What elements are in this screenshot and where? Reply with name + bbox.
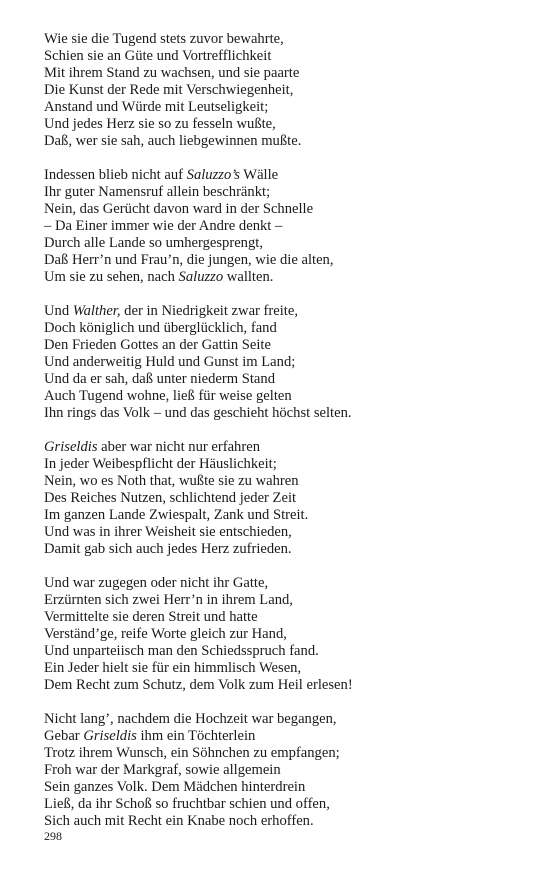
verse-line — [44, 269, 534, 286]
verse-text: Nein, wo es Noth that, wußte sie zu wahren — [44, 473, 299, 489]
verse-text: Erzürnten sich zwei Herr’n in ihrem Land, — [44, 592, 293, 608]
verse-line — [44, 711, 534, 728]
verse-line — [44, 779, 534, 796]
verse-line — [44, 456, 534, 473]
verse-text: Und — [44, 303, 73, 319]
verse-line — [44, 796, 534, 813]
verse-line — [44, 31, 534, 48]
verse-text: Indessen blieb nicht auf — [44, 167, 187, 183]
verse-text: Wie sie die Tugend stets zuvor bewahrte, — [44, 31, 284, 47]
verse-text: Und war zugegen oder nicht ihr Gatte, — [44, 575, 269, 591]
verse-text: Im ganzen Lande Zwiespalt, Zank und Streit. — [44, 507, 309, 523]
italic-name: Griseldis — [44, 439, 98, 455]
verse-line — [44, 82, 534, 99]
verse-text: Ließ, da ihr Schoß so fruchtbar schien und offen, — [44, 796, 330, 812]
verse-line — [44, 524, 534, 541]
verse-line — [44, 99, 534, 116]
verse-text: Damit gab sich auch jedes Herz zufrieden. — [44, 541, 292, 557]
stanza — [44, 439, 534, 558]
verse-text: Ihr guter Namensruf allein beschränkt; — [44, 184, 271, 200]
verse-text: aber war nicht nur erfahren — [97, 439, 260, 455]
verse-text: Verständ’ge, reife Worte gleich zur Hand, — [44, 626, 287, 642]
stanza — [44, 31, 534, 150]
verse-line — [44, 388, 534, 405]
verse-line — [44, 354, 534, 371]
verse-text: Nicht lang’, nachdem die Hochzeit war begangen, — [44, 711, 337, 727]
verse-text: Daß Herr’n und Frau’n, die jungen, wie die alten, — [44, 252, 334, 268]
verse-line — [44, 728, 534, 745]
verse-text: In jeder Weibespflicht der Häuslichkeit; — [44, 456, 277, 472]
verse-text: Ihn rings das Volk – und das geschieht höchst selten. — [44, 405, 352, 421]
verse-line — [44, 184, 534, 201]
verse-line — [44, 439, 534, 456]
verse-line — [44, 575, 534, 592]
verse-text: Um sie zu sehen, nach — [44, 269, 179, 285]
verse-line — [44, 592, 534, 609]
verse-text: der in Niedrigkeit zwar freite, — [120, 303, 298, 319]
verse-text: Des Reiches Nutzen, schlichtend jeder Zeit — [44, 490, 297, 506]
poem-page — [44, 31, 534, 847]
verse-line — [44, 235, 534, 252]
verse-text: Den Frieden Gottes an der Gattin Seite — [44, 337, 271, 353]
page-number: 298 — [44, 829, 62, 843]
italic-name: Saluzzo — [178, 269, 224, 285]
verse-line — [44, 762, 534, 779]
verse-text: – Da Einer immer wie der Andre denkt – — [44, 218, 283, 234]
verse-text: Mit ihrem Stand zu wachsen, und sie paarte — [44, 65, 300, 81]
poem-text — [44, 31, 534, 830]
verse-line — [44, 48, 534, 65]
stanza — [44, 711, 534, 830]
verse-line — [44, 252, 534, 269]
verse-line — [44, 65, 534, 82]
verse-text: Schien sie an Güte und Vortrefflichkeit — [44, 48, 272, 64]
verse-line — [44, 371, 534, 388]
verse-text: Ein Jeder hielt sie für ein himmlisch Wesen, — [44, 660, 302, 676]
verse-text: Wälle — [239, 167, 279, 183]
verse-text: ihm ein Töchterlein — [136, 728, 256, 744]
verse-line — [44, 167, 534, 184]
verse-text: Sich auch mit Recht ein Knabe noch erhoffen. — [44, 813, 314, 829]
verse-text: Und unparteiisch man den Schiedsspruch fand. — [44, 643, 319, 659]
verse-text: Und was in ihrer Weisheit sie entschieden, — [44, 524, 292, 540]
stanza — [44, 167, 534, 286]
verse-line — [44, 643, 534, 660]
verse-text: Gebar — [44, 728, 84, 744]
verse-line — [44, 337, 534, 354]
verse-line — [44, 660, 534, 677]
verse-line — [44, 507, 534, 524]
verse-line — [44, 303, 534, 320]
verse-line — [44, 609, 534, 626]
verse-line — [44, 490, 534, 507]
italic-name: Saluzzo’s — [186, 167, 240, 183]
verse-text: wallten. — [223, 269, 274, 285]
verse-line — [44, 473, 534, 490]
verse-line — [44, 541, 534, 558]
verse-line — [44, 133, 534, 150]
verse-text: Und jedes Herz sie so zu fesseln wußte, — [44, 116, 276, 132]
verse-line — [44, 405, 534, 422]
verse-text: Und da er sah, daß unter niederm Stand — [44, 371, 275, 387]
verse-line — [44, 201, 534, 218]
verse-text: Sein ganzes Volk. Dem Mädchen hinterdrein — [44, 779, 306, 795]
verse-text: Und anderweitig Huld und Gunst im Land; — [44, 354, 296, 370]
italic-name: Griseldis — [83, 728, 137, 744]
stanza — [44, 303, 534, 422]
verse-line — [44, 320, 534, 337]
verse-text: Froh war der Markgraf, sowie allgemein — [44, 762, 281, 778]
verse-text: Daß, wer sie sah, auch liebgewinnen mußte. — [44, 133, 302, 149]
verse-line — [44, 116, 534, 133]
verse-text: Trotz ihrem Wunsch, ein Söhnchen zu empfangen; — [44, 745, 340, 761]
verse-text: Dem Recht zum Schutz, dem Volk zum Heil erlesen! — [44, 677, 353, 693]
verse-line — [44, 813, 534, 830]
verse-line — [44, 218, 534, 235]
verse-text: Auch Tugend wohne, ließ für weise gelten — [44, 388, 292, 404]
stanza — [44, 575, 534, 694]
verse-text: Durch alle Lande so umhergesprengt, — [44, 235, 263, 251]
verse-line — [44, 626, 534, 643]
verse-text: Vermittelte sie deren Streit und hatte — [44, 609, 258, 625]
verse-line — [44, 745, 534, 762]
verse-text: Anstand und Würde mit Leutseligkeit; — [44, 99, 269, 115]
verse-line — [44, 677, 534, 694]
verse-text: Doch königlich und überglücklich, fand — [44, 320, 277, 336]
italic-name: Walther, — [72, 303, 121, 319]
verse-text: Die Kunst der Rede mit Verschwiegenheit, — [44, 82, 294, 98]
verse-text: Nein, das Gerücht davon ward in der Schnelle — [44, 201, 314, 217]
